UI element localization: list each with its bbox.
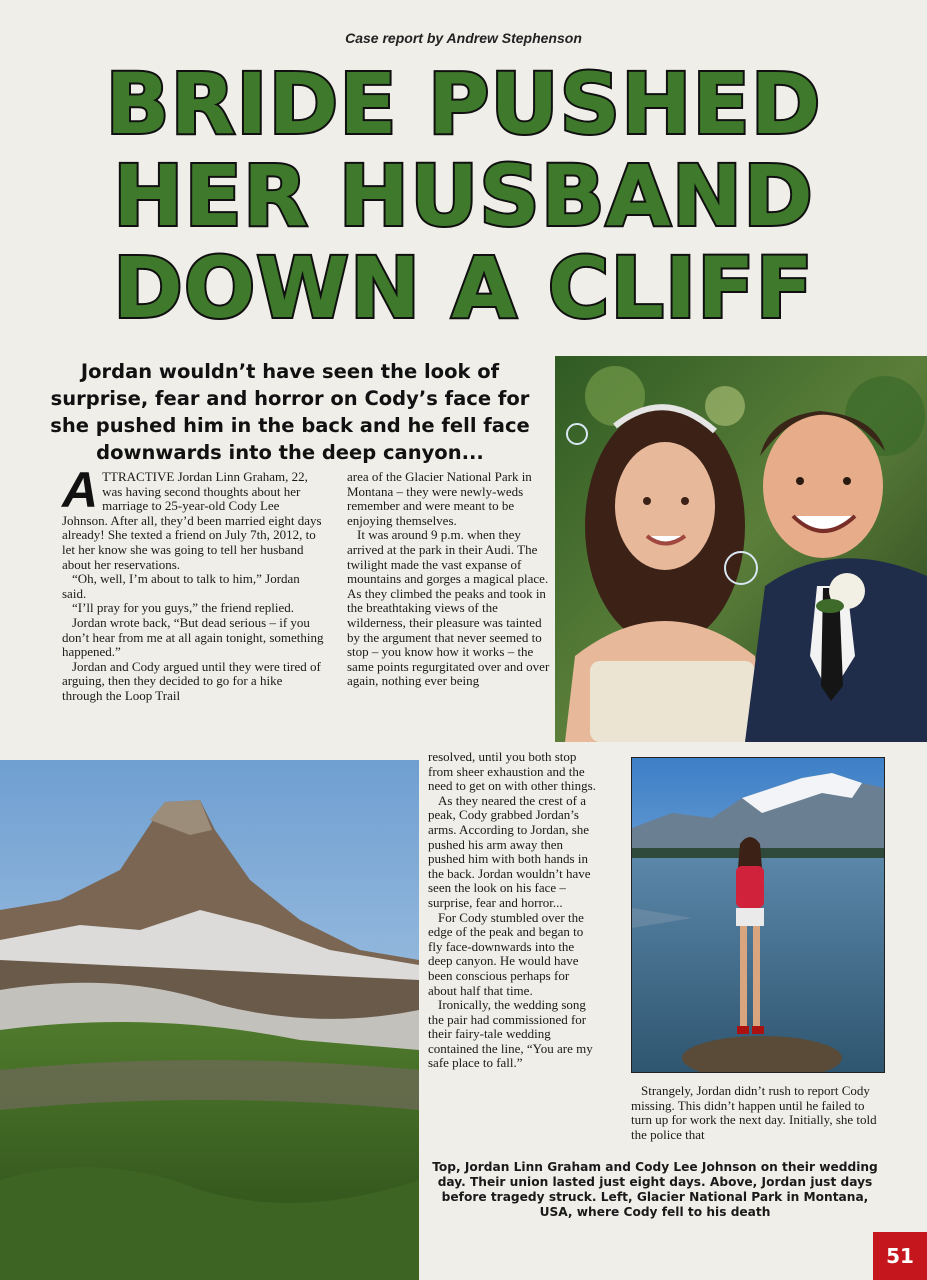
paragraph: Ironically, the wedding song the pair had commissioned for their fairy-tale wedding contained the line, “You are my safe place to fall.” bbox=[428, 997, 593, 1071]
paragraph: TTRACTIVE Jordan Linn Graham, 22, was having second thoughts about her marriage to 25-year-old Cody Lee Johnson. After all, they’d been married eight days already! She texted a friend on July 7th, 2012, to let her know she was going to tell her husband about her reservations. bbox=[62, 469, 322, 572]
paragraph: As they neared the crest of a peak, Cody grabbed Jordan’s arms. According to Jordan, she pushed his arm away then pushed him with both hands in the back. Jordan wouldn’t have seen the look on his face – surprise, fear and horror... bbox=[428, 792, 591, 910]
paragraph: It was around 9 p.m. when they arrived at the park in their Audi. The twilight made the vast expanse of mountains and gorges a magical place. bbox=[347, 527, 549, 587]
glacier-park-photo bbox=[0, 760, 419, 1280]
paragraph: “Oh, well, I’m about to talk to him,” Jordan said. bbox=[62, 571, 300, 601]
paragraph: For Cody stumbled over the edge of the peak and began to fly face-downwards into the deep canyon. He would have been conscious perhaps for about half that time. bbox=[428, 909, 584, 998]
paragraph: “I’ll pray for you guys,” the friend replied. bbox=[72, 600, 295, 616]
paragraph: area of the Glacier National Park in Montana – they were newly-weds remember and were meant to be enjoying themselves. bbox=[347, 469, 532, 528]
body-column-3 bbox=[631, 1084, 883, 1142]
standfirst: Jordan wouldn’t have seen the look of surprise, fear and horror on Cody’s face for she pushed him in the back and he fell face downwards into the deep canyon... bbox=[50, 360, 530, 464]
jordan-lake-photo bbox=[631, 757, 885, 1073]
paragraph: resolved, until you both stop from sheer exhaustion and the need to get on with other things. bbox=[428, 749, 596, 794]
headline-line-3: DOWN A CLIFF bbox=[113, 239, 814, 337]
paragraph: Jordan and Cody argued until they were tired of arguing, then they decided to go for a hike through the Loop Trail bbox=[62, 658, 321, 703]
headline-line-1: BRIDE PUSHED bbox=[105, 55, 822, 153]
wedding-photo bbox=[555, 356, 927, 742]
page-number: 51 bbox=[873, 1232, 927, 1280]
byline: Case report by Andrew Stephenson bbox=[345, 30, 582, 46]
photo-caption: Top, Jordan Linn Graham and Cody Lee Johnson on their wedding day. Their union lasted just eight days. Above, Jordan just days before tragedy struck. Left, Glacier National Park in Montana, USA, where Cody fell to his death bbox=[432, 1160, 878, 1219]
headline bbox=[0, 55, 927, 337]
body-column-2b bbox=[428, 750, 600, 1071]
paragraph: As they climbed the peaks and took in the breathtaking views of the wilderness, their pleasure was tainted by the argument that never seemed to stop – you know how it works – the same points regurgitated over and over again, nothing ever being bbox=[347, 585, 550, 689]
paragraph: Strangely, Jordan didn’t rush to report Cody missing. This didn’t happen until he failed to turn up for work the next day. Initially, she told the police that bbox=[631, 1083, 877, 1142]
paragraph: Jordan wrote back, “But dead serious – if you don’t hear from me at all again tonight, something happened.” bbox=[62, 614, 324, 660]
drop-cap: A bbox=[62, 462, 99, 518]
body-column-2 bbox=[347, 470, 550, 689]
body-column-1 bbox=[62, 462, 324, 704]
headline-line-2: HER HUSBAND bbox=[113, 147, 814, 245]
